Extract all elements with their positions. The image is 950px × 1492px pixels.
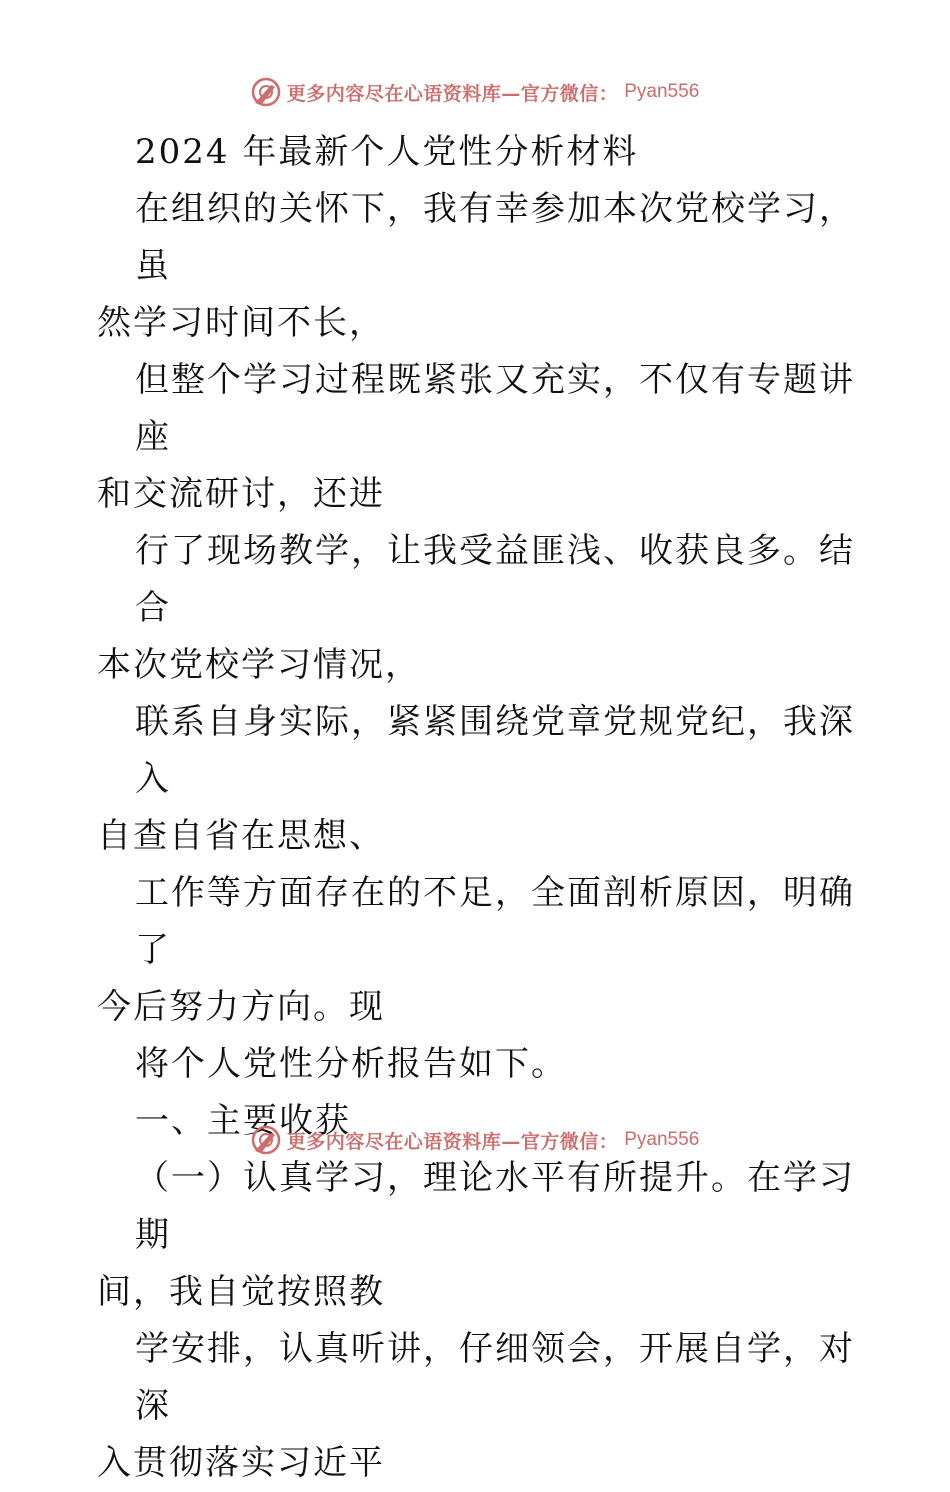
document-title: 2024 年最新个人党性分析材料 [135,132,639,172]
text-line: 今后努力方向。现 [97,987,385,1027]
text-line: 但整个学习过程既紧张又充实，不仅有专题讲座 [135,360,855,457]
text-line: （一）认真学习，理论水平有所提升。在学习期 [135,1158,855,1255]
text-line: 本次党校学习情况， [97,645,421,685]
watermark-text: 更多内容尽在心语资料库—官方微信： [286,1130,619,1153]
pen-logo-icon [251,77,281,107]
text-line: 入贯彻落实习近平 [97,1443,385,1483]
text-line: 然学习时间不长， [97,303,385,343]
header-watermark [0,72,950,112]
watermark-wechat-id: Pyan556 [624,81,700,102]
text-line: 间，我自觉按照教 [97,1272,385,1312]
text-line: 学安排，认真听讲，仔细领会，开展自学，对深 [135,1329,855,1426]
text-line: 一、主要收获 [135,1101,351,1141]
pen-logo-icon [251,1125,281,1155]
watermark-text: 更多内容尽在心语资料库—官方微信： [286,82,619,105]
text-line: 和交流研讨，还进 [97,474,385,514]
text-line: 自查自省在思想、 [97,816,385,856]
text-line: 联系自身实际，紧紧围绕党章党规党纪，我深入 [135,702,855,799]
text-line: 行了现场教学，让我受益匪浅、收获良多。结合 [135,531,855,628]
document-body [97,124,857,1492]
footer-watermark [0,1120,950,1160]
text-line: 工作等方面存在的不足，全面剖析原因，明确了 [135,873,855,970]
text-line: 在组织的关怀下，我有幸参加本次党校学习，虽 [135,189,855,286]
watermark-wechat-id: Pyan556 [624,1129,700,1150]
text-line: 将个人党性分析报告如下。 [135,1044,567,1084]
